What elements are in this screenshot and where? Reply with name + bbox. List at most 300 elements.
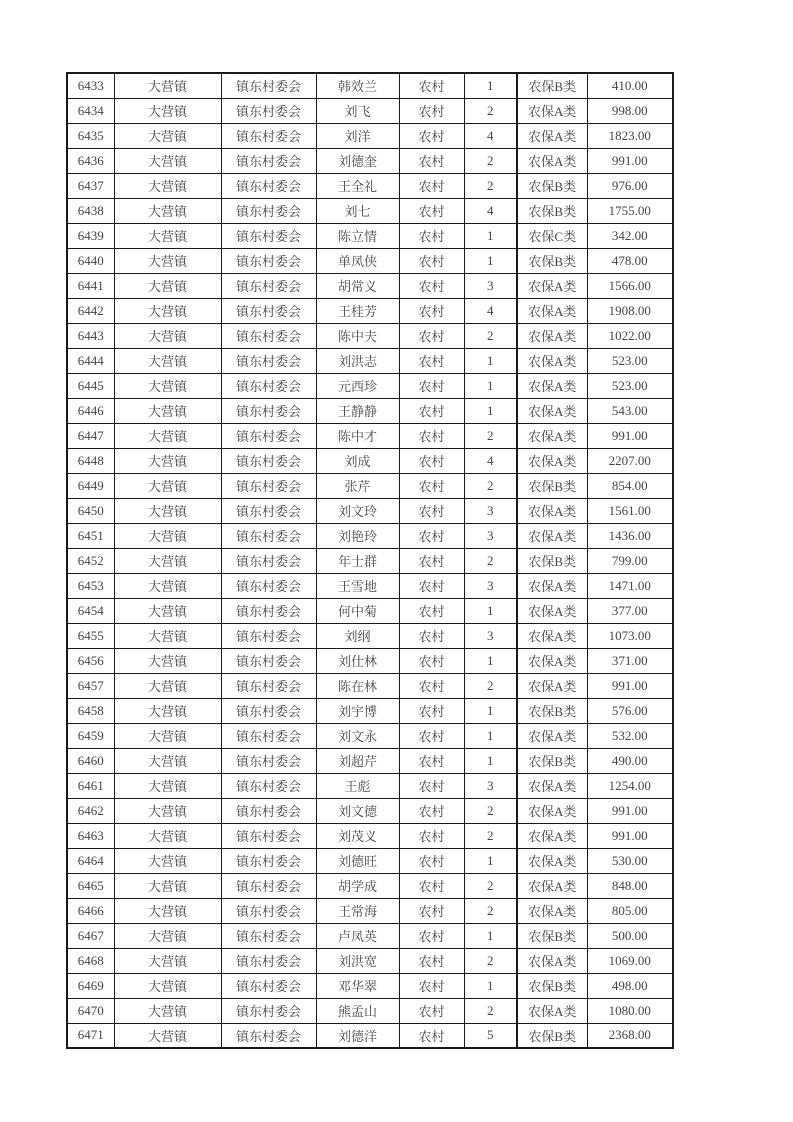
insurance-category-cell: 农保A类 bbox=[517, 873, 587, 898]
person-name-cell: 元西珍 bbox=[316, 373, 399, 398]
serial-number-cell: 6464 bbox=[67, 848, 114, 873]
insurance-category-cell: 农保A类 bbox=[517, 323, 587, 348]
amount-cell: 543.00 bbox=[587, 398, 673, 423]
serial-number-cell: 6471 bbox=[67, 1023, 114, 1048]
insurance-category-cell: 农保A类 bbox=[517, 623, 587, 648]
insurance-category-cell: 农保B类 bbox=[517, 198, 587, 223]
person-name-cell: 陈中才 bbox=[316, 423, 399, 448]
village-committee-cell: 镇东村委会 bbox=[221, 123, 316, 148]
residence-type-cell: 农村 bbox=[399, 648, 464, 673]
residence-type-cell: 农村 bbox=[399, 598, 464, 623]
table-row bbox=[67, 598, 673, 623]
person-count-cell: 2 bbox=[464, 473, 517, 498]
town-cell: 大营镇 bbox=[114, 548, 221, 573]
insurance-category-cell: 农保B类 bbox=[517, 173, 587, 198]
person-name-cell: 刘文玲 bbox=[316, 498, 399, 523]
person-name-cell: 刘德洋 bbox=[316, 1023, 399, 1048]
amount-cell: 523.00 bbox=[587, 373, 673, 398]
village-committee-cell: 镇东村委会 bbox=[221, 423, 316, 448]
person-count-cell: 1 bbox=[464, 698, 517, 723]
residence-type-cell: 农村 bbox=[399, 198, 464, 223]
person-count-cell: 2 bbox=[464, 948, 517, 973]
town-cell: 大营镇 bbox=[114, 498, 221, 523]
serial-number-cell: 6461 bbox=[67, 773, 114, 798]
person-count-cell: 3 bbox=[464, 523, 517, 548]
person-name-cell: 刘茂义 bbox=[316, 823, 399, 848]
residence-type-cell: 农村 bbox=[399, 798, 464, 823]
person-name-cell: 刘德奎 bbox=[316, 148, 399, 173]
serial-number-cell: 6438 bbox=[67, 198, 114, 223]
table-row bbox=[67, 173, 673, 198]
insurance-category-cell: 农保B类 bbox=[517, 973, 587, 998]
amount-cell: 500.00 bbox=[587, 923, 673, 948]
table-row bbox=[67, 423, 673, 448]
table-row bbox=[67, 123, 673, 148]
amount-cell: 532.00 bbox=[587, 723, 673, 748]
serial-number-cell: 6444 bbox=[67, 348, 114, 373]
serial-number-cell: 6453 bbox=[67, 573, 114, 598]
person-name-cell: 刘成 bbox=[316, 448, 399, 473]
serial-number-cell: 6456 bbox=[67, 648, 114, 673]
residence-type-cell: 农村 bbox=[399, 623, 464, 648]
insurance-category-cell: 农保A类 bbox=[517, 948, 587, 973]
village-committee-cell: 镇东村委会 bbox=[221, 523, 316, 548]
person-count-cell: 1 bbox=[464, 848, 517, 873]
village-committee-cell: 镇东村委会 bbox=[221, 273, 316, 298]
town-cell: 大营镇 bbox=[114, 448, 221, 473]
amount-cell: 498.00 bbox=[587, 973, 673, 998]
person-count-cell: 2 bbox=[464, 423, 517, 448]
person-count-cell: 1 bbox=[464, 598, 517, 623]
serial-number-cell: 6470 bbox=[67, 998, 114, 1023]
person-name-cell: 王全礼 bbox=[316, 173, 399, 198]
serial-number-cell: 6457 bbox=[67, 673, 114, 698]
person-name-cell: 陈立情 bbox=[316, 223, 399, 248]
insurance-category-cell: 农保A类 bbox=[517, 723, 587, 748]
village-committee-cell: 镇东村委会 bbox=[221, 498, 316, 523]
person-name-cell: 王静静 bbox=[316, 398, 399, 423]
serial-number-cell: 6468 bbox=[67, 948, 114, 973]
person-count-cell: 1 bbox=[464, 648, 517, 673]
person-name-cell: 胡常义 bbox=[316, 273, 399, 298]
residence-type-cell: 农村 bbox=[399, 848, 464, 873]
residence-type-cell: 农村 bbox=[399, 123, 464, 148]
table-row bbox=[67, 748, 673, 773]
amount-cell: 805.00 bbox=[587, 898, 673, 923]
town-cell: 大营镇 bbox=[114, 473, 221, 498]
table-row bbox=[67, 1023, 673, 1048]
amount-cell: 490.00 bbox=[587, 748, 673, 773]
village-committee-cell: 镇东村委会 bbox=[221, 73, 316, 98]
person-name-cell: 陈中夫 bbox=[316, 323, 399, 348]
table-row bbox=[67, 948, 673, 973]
village-committee-cell: 镇东村委会 bbox=[221, 673, 316, 698]
person-name-cell: 刘超芹 bbox=[316, 748, 399, 773]
village-committee-cell: 镇东村委会 bbox=[221, 448, 316, 473]
town-cell: 大营镇 bbox=[114, 98, 221, 123]
town-cell: 大营镇 bbox=[114, 673, 221, 698]
person-count-cell: 3 bbox=[464, 623, 517, 648]
residence-type-cell: 农村 bbox=[399, 673, 464, 698]
table-row bbox=[67, 98, 673, 123]
village-committee-cell: 镇东村委会 bbox=[221, 923, 316, 948]
amount-cell: 991.00 bbox=[587, 798, 673, 823]
town-cell: 大营镇 bbox=[114, 573, 221, 598]
village-committee-cell: 镇东村委会 bbox=[221, 773, 316, 798]
amount-cell: 991.00 bbox=[587, 148, 673, 173]
person-name-cell: 刘文德 bbox=[316, 798, 399, 823]
person-name-cell: 韩效兰 bbox=[316, 73, 399, 98]
table-row bbox=[67, 573, 673, 598]
residence-type-cell: 农村 bbox=[399, 273, 464, 298]
village-committee-cell: 镇东村委会 bbox=[221, 948, 316, 973]
insurance-category-cell: 农保A类 bbox=[517, 298, 587, 323]
town-cell: 大营镇 bbox=[114, 73, 221, 98]
serial-number-cell: 6446 bbox=[67, 398, 114, 423]
person-count-cell: 1 bbox=[464, 973, 517, 998]
table-row bbox=[67, 373, 673, 398]
serial-number-cell: 6465 bbox=[67, 873, 114, 898]
table-row bbox=[67, 448, 673, 473]
table-row bbox=[67, 823, 673, 848]
town-cell: 大营镇 bbox=[114, 648, 221, 673]
amount-cell: 377.00 bbox=[587, 598, 673, 623]
town-cell: 大营镇 bbox=[114, 873, 221, 898]
person-name-cell: 刘纲 bbox=[316, 623, 399, 648]
town-cell: 大营镇 bbox=[114, 273, 221, 298]
person-count-cell: 1 bbox=[464, 923, 517, 948]
person-count-cell: 2 bbox=[464, 98, 517, 123]
person-count-cell: 2 bbox=[464, 673, 517, 698]
amount-cell: 799.00 bbox=[587, 548, 673, 573]
insurance-category-cell: 农保B类 bbox=[517, 923, 587, 948]
village-committee-cell: 镇东村委会 bbox=[221, 798, 316, 823]
insurance-category-cell: 农保B类 bbox=[517, 748, 587, 773]
insurance-category-cell: 农保A类 bbox=[517, 673, 587, 698]
village-committee-cell: 镇东村委会 bbox=[221, 873, 316, 898]
table-row bbox=[67, 398, 673, 423]
serial-number-cell: 6463 bbox=[67, 823, 114, 848]
residence-type-cell: 农村 bbox=[399, 823, 464, 848]
amount-cell: 342.00 bbox=[587, 223, 673, 248]
person-count-cell: 2 bbox=[464, 548, 517, 573]
person-name-cell: 单凤侠 bbox=[316, 248, 399, 273]
residence-type-cell: 农村 bbox=[399, 348, 464, 373]
residence-type-cell: 农村 bbox=[399, 573, 464, 598]
town-cell: 大营镇 bbox=[114, 598, 221, 623]
serial-number-cell: 6440 bbox=[67, 248, 114, 273]
town-cell: 大营镇 bbox=[114, 398, 221, 423]
amount-cell: 998.00 bbox=[587, 98, 673, 123]
town-cell: 大营镇 bbox=[114, 848, 221, 873]
serial-number-cell: 6447 bbox=[67, 423, 114, 448]
amount-cell: 848.00 bbox=[587, 873, 673, 898]
serial-number-cell: 6459 bbox=[67, 723, 114, 748]
table-row bbox=[67, 223, 673, 248]
serial-number-cell: 6451 bbox=[67, 523, 114, 548]
table-row bbox=[67, 723, 673, 748]
residence-type-cell: 农村 bbox=[399, 923, 464, 948]
town-cell: 大营镇 bbox=[114, 823, 221, 848]
table-row bbox=[67, 73, 673, 98]
village-committee-cell: 镇东村委会 bbox=[221, 748, 316, 773]
residence-type-cell: 农村 bbox=[399, 373, 464, 398]
town-cell: 大营镇 bbox=[114, 373, 221, 398]
serial-number-cell: 6434 bbox=[67, 98, 114, 123]
person-count-cell: 1 bbox=[464, 748, 517, 773]
amount-cell: 1436.00 bbox=[587, 523, 673, 548]
town-cell: 大营镇 bbox=[114, 948, 221, 973]
table-row bbox=[67, 873, 673, 898]
village-committee-cell: 镇东村委会 bbox=[221, 323, 316, 348]
village-committee-cell: 镇东村委会 bbox=[221, 823, 316, 848]
insurance-category-cell: 农保A类 bbox=[517, 898, 587, 923]
village-committee-cell: 镇东村委会 bbox=[221, 1023, 316, 1048]
town-cell: 大营镇 bbox=[114, 173, 221, 198]
insurance-category-cell: 农保A类 bbox=[517, 148, 587, 173]
insurance-category-cell: 农保A类 bbox=[517, 523, 587, 548]
person-name-cell: 王桂芳 bbox=[316, 298, 399, 323]
table-row bbox=[67, 798, 673, 823]
person-count-cell: 2 bbox=[464, 148, 517, 173]
village-committee-cell: 镇东村委会 bbox=[221, 573, 316, 598]
insurance-category-cell: 农保A类 bbox=[517, 773, 587, 798]
serial-number-cell: 6452 bbox=[67, 548, 114, 573]
amount-cell: 2207.00 bbox=[587, 448, 673, 473]
person-name-cell: 刘仕林 bbox=[316, 648, 399, 673]
payment-table bbox=[66, 72, 674, 1049]
table-row bbox=[67, 323, 673, 348]
town-cell: 大营镇 bbox=[114, 998, 221, 1023]
village-committee-cell: 镇东村委会 bbox=[221, 398, 316, 423]
person-count-cell: 4 bbox=[464, 123, 517, 148]
person-name-cell: 年士群 bbox=[316, 548, 399, 573]
village-committee-cell: 镇东村委会 bbox=[221, 648, 316, 673]
residence-type-cell: 农村 bbox=[399, 448, 464, 473]
insurance-category-cell: 农保A类 bbox=[517, 98, 587, 123]
table-row bbox=[67, 548, 673, 573]
person-name-cell: 刘洪志 bbox=[316, 348, 399, 373]
person-count-cell: 5 bbox=[464, 1023, 517, 1048]
village-committee-cell: 镇东村委会 bbox=[221, 98, 316, 123]
table-row bbox=[67, 523, 673, 548]
amount-cell: 1561.00 bbox=[587, 498, 673, 523]
table-row bbox=[67, 848, 673, 873]
town-cell: 大营镇 bbox=[114, 348, 221, 373]
amount-cell: 1073.00 bbox=[587, 623, 673, 648]
serial-number-cell: 6455 bbox=[67, 623, 114, 648]
village-committee-cell: 镇东村委会 bbox=[221, 373, 316, 398]
table-row bbox=[67, 473, 673, 498]
insurance-category-cell: 农保B类 bbox=[517, 73, 587, 98]
amount-cell: 2368.00 bbox=[587, 1023, 673, 1048]
town-cell: 大营镇 bbox=[114, 248, 221, 273]
insurance-category-cell: 农保B类 bbox=[517, 473, 587, 498]
town-cell: 大营镇 bbox=[114, 298, 221, 323]
amount-cell: 976.00 bbox=[587, 173, 673, 198]
insurance-category-cell: 农保A类 bbox=[517, 123, 587, 148]
town-cell: 大营镇 bbox=[114, 898, 221, 923]
town-cell: 大营镇 bbox=[114, 123, 221, 148]
table-row bbox=[67, 348, 673, 373]
table-row bbox=[67, 998, 673, 1023]
serial-number-cell: 6437 bbox=[67, 173, 114, 198]
table-row bbox=[67, 298, 673, 323]
town-cell: 大营镇 bbox=[114, 923, 221, 948]
serial-number-cell: 6460 bbox=[67, 748, 114, 773]
residence-type-cell: 农村 bbox=[399, 148, 464, 173]
person-count-cell: 1 bbox=[464, 248, 517, 273]
amount-cell: 1069.00 bbox=[587, 948, 673, 973]
insurance-category-cell: 农保A类 bbox=[517, 823, 587, 848]
person-name-cell: 刘艳玲 bbox=[316, 523, 399, 548]
person-count-cell: 2 bbox=[464, 823, 517, 848]
table-row bbox=[67, 248, 673, 273]
residence-type-cell: 农村 bbox=[399, 548, 464, 573]
person-count-cell: 2 bbox=[464, 898, 517, 923]
person-count-cell: 1 bbox=[464, 73, 517, 98]
residence-type-cell: 农村 bbox=[399, 773, 464, 798]
table-row bbox=[67, 148, 673, 173]
serial-number-cell: 6467 bbox=[67, 923, 114, 948]
person-count-cell: 1 bbox=[464, 398, 517, 423]
town-cell: 大营镇 bbox=[114, 798, 221, 823]
person-count-cell: 4 bbox=[464, 298, 517, 323]
insurance-category-cell: 农保A类 bbox=[517, 573, 587, 598]
village-committee-cell: 镇东村委会 bbox=[221, 848, 316, 873]
amount-cell: 1471.00 bbox=[587, 573, 673, 598]
person-name-cell: 刘宇博 bbox=[316, 698, 399, 723]
insurance-category-cell: 农保A类 bbox=[517, 598, 587, 623]
residence-type-cell: 农村 bbox=[399, 473, 464, 498]
town-cell: 大营镇 bbox=[114, 1023, 221, 1048]
insurance-category-cell: 农保A类 bbox=[517, 448, 587, 473]
payment-table-body bbox=[67, 73, 673, 1048]
serial-number-cell: 6439 bbox=[67, 223, 114, 248]
table-row bbox=[67, 923, 673, 948]
residence-type-cell: 农村 bbox=[399, 973, 464, 998]
person-count-cell: 2 bbox=[464, 998, 517, 1023]
amount-cell: 371.00 bbox=[587, 648, 673, 673]
person-count-cell: 2 bbox=[464, 323, 517, 348]
table-row bbox=[67, 898, 673, 923]
village-committee-cell: 镇东村委会 bbox=[221, 298, 316, 323]
serial-number-cell: 6442 bbox=[67, 298, 114, 323]
person-name-cell: 何中菊 bbox=[316, 598, 399, 623]
amount-cell: 1080.00 bbox=[587, 998, 673, 1023]
town-cell: 大营镇 bbox=[114, 198, 221, 223]
insurance-category-cell: 农保A类 bbox=[517, 848, 587, 873]
residence-type-cell: 农村 bbox=[399, 698, 464, 723]
village-committee-cell: 镇东村委会 bbox=[221, 723, 316, 748]
person-count-cell: 3 bbox=[464, 273, 517, 298]
serial-number-cell: 6435 bbox=[67, 123, 114, 148]
residence-type-cell: 农村 bbox=[399, 73, 464, 98]
table-row bbox=[67, 648, 673, 673]
amount-cell: 991.00 bbox=[587, 823, 673, 848]
insurance-category-cell: 农保A类 bbox=[517, 498, 587, 523]
amount-cell: 1908.00 bbox=[587, 298, 673, 323]
insurance-category-cell: 农保B类 bbox=[517, 1023, 587, 1048]
residence-type-cell: 农村 bbox=[399, 398, 464, 423]
residence-type-cell: 农村 bbox=[399, 498, 464, 523]
person-count-cell: 3 bbox=[464, 773, 517, 798]
town-cell: 大营镇 bbox=[114, 623, 221, 648]
residence-type-cell: 农村 bbox=[399, 98, 464, 123]
insurance-category-cell: 农保A类 bbox=[517, 373, 587, 398]
insurance-category-cell: 农保A类 bbox=[517, 423, 587, 448]
village-committee-cell: 镇东村委会 bbox=[221, 548, 316, 573]
village-committee-cell: 镇东村委会 bbox=[221, 998, 316, 1023]
residence-type-cell: 农村 bbox=[399, 898, 464, 923]
amount-cell: 1755.00 bbox=[587, 198, 673, 223]
residence-type-cell: 农村 bbox=[399, 323, 464, 348]
residence-type-cell: 农村 bbox=[399, 173, 464, 198]
town-cell: 大营镇 bbox=[114, 523, 221, 548]
person-name-cell: 熊孟山 bbox=[316, 998, 399, 1023]
amount-cell: 991.00 bbox=[587, 673, 673, 698]
town-cell: 大营镇 bbox=[114, 723, 221, 748]
town-cell: 大营镇 bbox=[114, 223, 221, 248]
serial-number-cell: 6443 bbox=[67, 323, 114, 348]
serial-number-cell: 6469 bbox=[67, 973, 114, 998]
insurance-category-cell: 农保A类 bbox=[517, 798, 587, 823]
person-name-cell: 刘洋 bbox=[316, 123, 399, 148]
table-row bbox=[67, 623, 673, 648]
serial-number-cell: 6448 bbox=[67, 448, 114, 473]
person-count-cell: 2 bbox=[464, 173, 517, 198]
insurance-category-cell: 农保B类 bbox=[517, 248, 587, 273]
table-row bbox=[67, 273, 673, 298]
amount-cell: 1823.00 bbox=[587, 123, 673, 148]
village-committee-cell: 镇东村委会 bbox=[221, 973, 316, 998]
residence-type-cell: 农村 bbox=[399, 298, 464, 323]
insurance-category-cell: 农保B类 bbox=[517, 698, 587, 723]
town-cell: 大营镇 bbox=[114, 773, 221, 798]
table-row bbox=[67, 198, 673, 223]
residence-type-cell: 农村 bbox=[399, 1023, 464, 1048]
amount-cell: 530.00 bbox=[587, 848, 673, 873]
town-cell: 大营镇 bbox=[114, 973, 221, 998]
village-committee-cell: 镇东村委会 bbox=[221, 898, 316, 923]
person-count-cell: 2 bbox=[464, 798, 517, 823]
amount-cell: 576.00 bbox=[587, 698, 673, 723]
table-row bbox=[67, 973, 673, 998]
amount-cell: 410.00 bbox=[587, 73, 673, 98]
person-count-cell: 4 bbox=[464, 198, 517, 223]
insurance-category-cell: 农保A类 bbox=[517, 648, 587, 673]
amount-cell: 991.00 bbox=[587, 423, 673, 448]
person-count-cell: 1 bbox=[464, 348, 517, 373]
person-name-cell: 刘飞 bbox=[316, 98, 399, 123]
insurance-category-cell: 农保C类 bbox=[517, 223, 587, 248]
amount-cell: 1566.00 bbox=[587, 273, 673, 298]
person-count-cell: 3 bbox=[464, 573, 517, 598]
serial-number-cell: 6462 bbox=[67, 798, 114, 823]
town-cell: 大营镇 bbox=[114, 748, 221, 773]
person-count-cell: 1 bbox=[464, 373, 517, 398]
table-row bbox=[67, 498, 673, 523]
village-committee-cell: 镇东村委会 bbox=[221, 173, 316, 198]
village-committee-cell: 镇东村委会 bbox=[221, 348, 316, 373]
insurance-category-cell: 农保B类 bbox=[517, 548, 587, 573]
person-name-cell: 王彪 bbox=[316, 773, 399, 798]
person-name-cell: 胡学成 bbox=[316, 873, 399, 898]
residence-type-cell: 农村 bbox=[399, 423, 464, 448]
residence-type-cell: 农村 bbox=[399, 948, 464, 973]
insurance-category-cell: 农保A类 bbox=[517, 998, 587, 1023]
table-row bbox=[67, 773, 673, 798]
